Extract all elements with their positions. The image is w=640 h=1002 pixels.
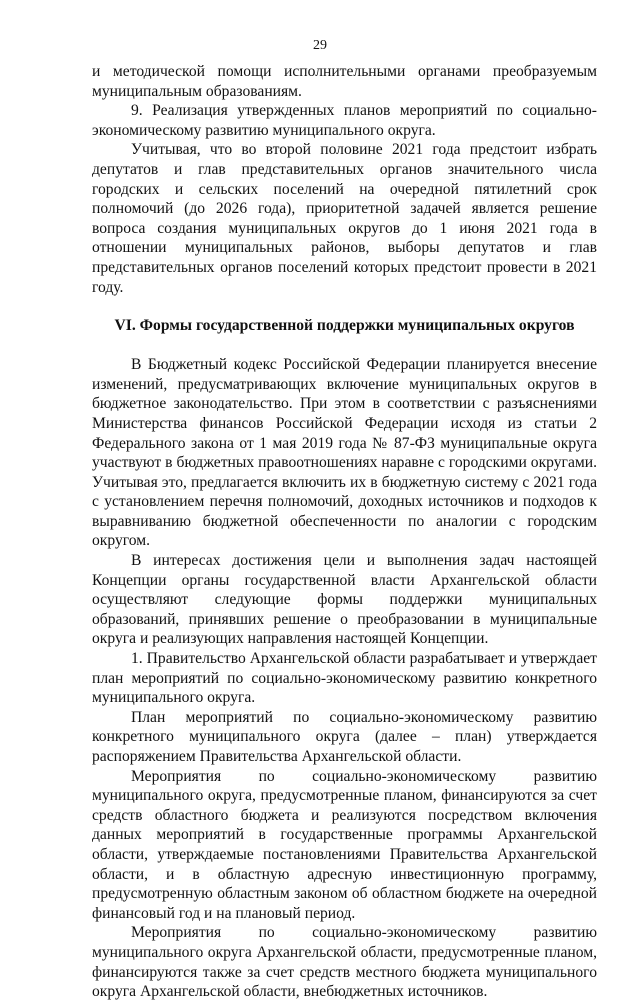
- spacer: [92, 297, 597, 316]
- paragraph-plan: План мероприятий по социально-экономическому развитию конкретного муниципального округа (далее – план) утверждается распоряжением Правительства Архангельской области.: [92, 708, 597, 765]
- paragraph-continuation: и методической помощи исполнительными органами преобразуемым муниципальным образованиям.: [92, 63, 597, 100]
- section-heading: VI. Формы государственной поддержки муниципальных округов: [114, 317, 575, 335]
- paragraph-financing-local: Мероприятия по социально-экономическому развитию муниципального округа Архангельской области, предусмотренные планом, финансируются также за счет средств местного бюджета муниципального округа Архангельской области, внебюджетных источников.: [92, 924, 597, 1001]
- paragraph-item-1: 1. Правительство Архангельской области разрабатывает и утверждает план мероприятий по социально-экономическому развитию конкретного муниципального округа.: [92, 650, 597, 707]
- document-body: [92, 62, 597, 1002]
- paragraph-item-9: 9. Реализация утвержденных планов мероприятий по социально-экономическому развитию муниципального округа.: [92, 102, 597, 139]
- paragraph-support-forms: В интересах достижения цели и выполнения задач настоящей Концепции органы государственной власти Архангельской области осуществляют следующие формы поддержки муниципальных образований, принявших решение о преобразовании в муниципальные округа и реализующих направления настоящей Концепции.: [92, 552, 597, 648]
- paragraph-financing-regional: Мероприятия по социально-экономическому развитию муниципального округа, предусмотренные планом, финансируются за счет средств областного бюджета и реализуются посредством включения данных мероприятий в государственные программы Архангельской области, утверждаемые постановлениями Правительства Архангельской области, и в областную адресную инвестиционную программу, предусмотренную областным законом об областном бюджете на очередной финансовый год и на плановый период.: [92, 767, 597, 922]
- paragraph-budget-code: В Бюджетный кодекс Российской Федерации планируется внесение изменений, предусматривающих включение муниципальных округов в бюджетное законодательство. При этом в соответствии с разъяснениями Министерства финансов Российской Федерации исходя из статьи 2 Федерального закона от 1 мая 2019 года № 87-ФЗ муниципальные округа участвуют в бюджетных правоотношениях наравне с городскими округами. Учитывая это, предлагается включить их в бюджетную систему с 2021 года с установлением перечня полномочий, доходных источников и подходов к выравниванию бюджетной обеспеченности по аналогии с городским округом.: [92, 356, 597, 550]
- page-number: 29: [313, 38, 327, 53]
- paragraph-elections: Учитывая, что во второй половине 2021 года предстоит избрать депутатов и глав представительных органов значительного числа городских и сельских поселений на очередной пятилетний срок полномочий (до 2026 года), приоритетной задачей является решение вопроса создания муниципальных округов до 1 июня 2021 года в отношении муниципальных районов, выборы депутатов и глав представительных органов поселений которых предстоит провести в 2021 году.: [92, 141, 597, 296]
- spacer: [92, 336, 597, 355]
